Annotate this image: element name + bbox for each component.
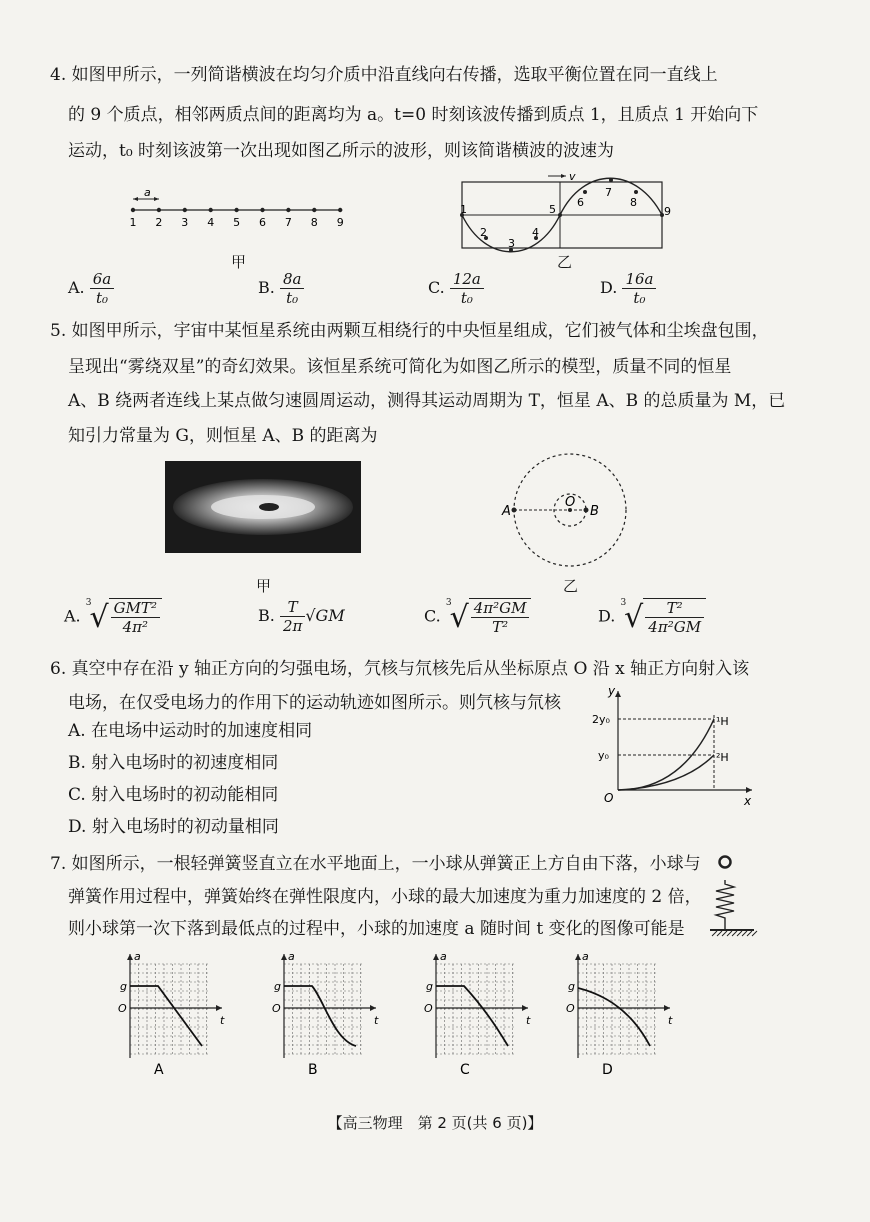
cube-root — [446, 598, 532, 636]
t-axis-label: t — [374, 1014, 379, 1027]
option-fraction — [450, 270, 484, 307]
wave-point-label-9: 9 — [664, 205, 671, 218]
x-axis-arrow — [746, 787, 752, 793]
q5-nebula-photo — [165, 461, 361, 553]
origin-label: O — [272, 1002, 281, 1015]
a-axis-arrow — [281, 954, 287, 960]
radicand — [469, 598, 532, 636]
origin-label: O — [424, 1002, 433, 1015]
cube-root — [86, 598, 162, 636]
q6-option-a: A. 在电场中运动时的加速度相同 — [68, 721, 313, 741]
at-graph-c — [424, 948, 564, 1078]
hatch-line — [727, 931, 732, 936]
t-axis-arrow — [522, 1005, 528, 1011]
option-key: C. — [424, 606, 446, 626]
q7-text-line2: 弹簧作用过程中，弹簧始终在弹性限度内，小球的最大加速度为重力加速度的 2 倍， — [68, 887, 702, 907]
hatch-line — [747, 931, 752, 936]
t-axis-label: t — [526, 1014, 531, 1027]
wave-point-5 — [558, 213, 562, 217]
option-fraction — [622, 270, 656, 307]
q4-figure-yi — [456, 168, 676, 258]
a-axis-label: a — [288, 950, 295, 963]
particle-label-1: 1 — [129, 216, 137, 229]
fraction-numerator: 4π²GM — [471, 599, 530, 618]
option-fraction — [645, 599, 704, 636]
particle-7 — [286, 208, 290, 212]
fraction-numerator: T² — [645, 599, 704, 618]
fraction-denominator: t₀ — [460, 289, 473, 307]
option-fraction — [90, 270, 115, 307]
at-graph-d — [566, 948, 706, 1078]
hatch-line — [752, 931, 757, 936]
option-fraction — [111, 599, 160, 636]
q6-option-d: D. 射入电场时的初动量相同 — [68, 817, 279, 837]
ball-icon — [720, 857, 731, 868]
q6-text-line1: 6. 真空中存在沿 y 轴正方向的匀强电场，氕核与氘核先后从坐标原点 O 沿 x 轴正方向射入该 — [50, 659, 750, 679]
label-y0: y₀ — [598, 749, 609, 762]
option-key: D. — [600, 278, 623, 297]
fraction-numerator: T — [280, 598, 305, 617]
wave-point-label-7: 7 — [605, 186, 612, 199]
hatch-line — [737, 931, 742, 936]
option-key: D. — [598, 606, 621, 626]
wave-point-6 — [583, 190, 587, 194]
particle-label-6: 6 — [259, 216, 266, 229]
cube-root — [620, 598, 706, 636]
particle-4 — [209, 208, 213, 212]
q6-trajectory-graph — [590, 685, 760, 810]
fraction-denominator: t₀ — [95, 289, 108, 307]
q4-option-a — [68, 270, 114, 307]
g-label: g — [120, 980, 127, 993]
particle-label-5: 5 — [233, 216, 241, 229]
label-O: O — [565, 495, 576, 510]
grid — [436, 964, 514, 1054]
graph-choice-label: D — [602, 1062, 613, 1078]
q6-option-b: B. 射入电场时的初速度相同 — [68, 753, 279, 773]
q5-text-line2: 呈现出“雾绕双星”的奇幻效果。该恒星系统可简化为如图乙所示的模型，质量不同的恒星 — [68, 357, 732, 377]
option-fraction — [280, 598, 305, 635]
wave-point-label-6: 6 — [577, 196, 584, 209]
fraction-numerator: 12a — [450, 270, 484, 289]
option-key: A. — [68, 278, 90, 297]
origin-label: O — [566, 1002, 575, 1015]
particle-label-2: 2 — [155, 216, 163, 229]
a-axis-arrow — [127, 954, 133, 960]
t-axis-label: t — [220, 1014, 225, 1027]
particle-2 — [157, 208, 161, 212]
velocity-label: v — [569, 170, 576, 183]
at-curve — [284, 986, 356, 1046]
particle-6 — [260, 208, 264, 212]
q5-option-a — [64, 598, 162, 636]
q6-option-c: C. 射入电场时的初动能相同 — [68, 785, 279, 805]
t-axis-label: t — [668, 1014, 673, 1027]
a-axis-label: a — [582, 950, 589, 963]
wave-point-label-5: 5 — [549, 203, 556, 216]
label-H2: ²H — [716, 751, 729, 764]
particle-points — [130, 208, 344, 229]
radicand — [643, 598, 706, 636]
particle-1 — [131, 208, 135, 212]
q5-fig-yi-label: 乙 — [563, 577, 579, 595]
radical-sign: √ — [449, 599, 469, 635]
at-graph-a — [118, 948, 258, 1078]
label-A: A — [502, 504, 511, 519]
particle-8 — [312, 208, 316, 212]
q4-fig-yi-label: 乙 — [557, 253, 573, 271]
root-index: 3 — [620, 598, 627, 608]
q5-fig-jia-label: 甲 — [256, 577, 272, 595]
option-key: C. — [428, 278, 450, 297]
fraction-denominator: t₀ — [286, 289, 299, 307]
q4-text-line2: 的 9 个质点，相邻两质点间的距离均为 a。t=0 时刻该波传播到质点 1，且质点 1 开始向下 — [68, 105, 759, 125]
graph-choice-label: A — [154, 1062, 164, 1078]
q4-option-c — [428, 270, 484, 307]
g-label: g — [568, 980, 575, 993]
particle-3 — [183, 208, 187, 212]
hatch-line — [732, 931, 737, 936]
fraction-denominator: T² — [492, 618, 509, 636]
q6-text-line2: 电场，在仅受电场力的作用下的运动轨迹如图所示。则氕核与氘核 — [68, 693, 561, 713]
g-label: g — [274, 980, 281, 993]
fraction-numerator: GMT² — [111, 599, 160, 618]
q4-figure-jia — [120, 185, 360, 235]
q7-text-line3: 则小球第一次下落到最低点的过程中，小球的加速度 a 随时间 t 变化的图像可能是 — [68, 919, 685, 939]
q5-option-c — [424, 598, 531, 636]
grid — [578, 964, 656, 1054]
velocity-arrow-head — [561, 174, 566, 178]
q4-option-d — [600, 270, 656, 307]
a-axis-arrow — [575, 954, 581, 960]
q7-spring-figure — [708, 852, 758, 944]
a-axis-label: a — [440, 950, 447, 963]
fraction-denominator: 4π² — [122, 618, 148, 636]
fraction-denominator: 2π — [282, 617, 303, 635]
radical-sign: √ — [624, 599, 644, 635]
t-axis-arrow — [664, 1005, 670, 1011]
wave-point-label-4: 4 — [532, 226, 539, 239]
y-axis-label: y — [608, 685, 616, 698]
radical-sign: √ — [89, 599, 109, 635]
particle-label-3: 3 — [181, 216, 189, 229]
option-tail: √GM — [305, 606, 345, 625]
t-axis-arrow — [216, 1005, 222, 1011]
spacing-label: a — [144, 186, 151, 199]
arrow-head-right — [154, 197, 159, 201]
graph-choice-label: C — [460, 1062, 470, 1078]
ground-hatch — [712, 931, 757, 936]
particle-label-8: 8 — [310, 216, 318, 229]
hatch-line — [717, 931, 722, 936]
star-A — [512, 508, 517, 513]
at-curve — [130, 986, 202, 1046]
label-H1: ¹H — [716, 715, 729, 728]
option-key: A. — [64, 606, 86, 626]
wave-point-7 — [609, 178, 613, 182]
at-graph-b — [272, 948, 412, 1078]
q4-text-line3: 运动，t₀ 时刻该波第一次出现如图乙所示的波形，则该简谐横波的波速为 — [68, 141, 615, 161]
q4-text-line1: 4. 如图甲所示，一列简谐横波在均匀介质中沿直线向右传播，选取平衡位置在同一直线上 — [50, 65, 718, 85]
q4-option-b — [258, 270, 304, 307]
root-index: 3 — [85, 598, 92, 608]
grid — [130, 964, 208, 1054]
particle-label-9: 9 — [336, 216, 344, 229]
at-curve — [436, 986, 508, 1046]
q5-option-d — [598, 598, 706, 636]
wave-point-label-2: 2 — [480, 226, 487, 239]
hatch-line — [742, 931, 747, 936]
a-axis-arrow — [433, 954, 439, 960]
wave-point-8 — [634, 190, 638, 194]
option-fraction — [471, 599, 530, 636]
wave-point-label-1: 1 — [460, 203, 467, 216]
fraction-denominator: t₀ — [633, 289, 646, 307]
particle-label-7: 7 — [284, 216, 292, 229]
binary-center — [259, 503, 279, 511]
page-footer: 【高三物理 第 2 页(共 6 页)】 — [327, 1114, 543, 1132]
at-curve — [578, 988, 650, 1046]
hatch-line — [712, 931, 717, 936]
option-key: B. — [258, 606, 280, 625]
wave-point-label-3: 3 — [508, 237, 515, 250]
spring-icon — [716, 880, 734, 924]
root-index: 3 — [445, 598, 452, 608]
origin-label: O — [604, 791, 614, 805]
trajectory-deuterium — [618, 755, 714, 790]
q5-option-b — [258, 598, 345, 635]
q5-text-line4: 知引力常量为 G，则恒星 A、B 的距离为 — [68, 426, 378, 446]
g-label: g — [426, 980, 433, 993]
arrow-head-left — [133, 197, 138, 201]
label-B: B — [590, 504, 599, 519]
q5-text-line3: A、B 绕两者连线上某点做匀速圆周运动，测得其运动周期为 T，恒星 A、B 的总质量为 M，已 — [68, 391, 786, 411]
t-axis-arrow — [370, 1005, 376, 1011]
label-2y0: 2y₀ — [592, 713, 610, 726]
a-axis-label: a — [134, 950, 141, 963]
origin-label: O — [118, 1002, 127, 1015]
grid — [284, 964, 362, 1054]
option-key: B. — [258, 278, 280, 297]
star-B — [584, 508, 589, 513]
particle-9 — [338, 208, 342, 212]
hatch-line — [722, 931, 727, 936]
particle-label-4: 4 — [207, 216, 215, 229]
radicand — [109, 598, 162, 636]
q5-text-line1: 5. 如图甲所示，宇宙中某恒星系统由两颗互相绕行的中央恒星组成，它们被气体和尘埃盘包围， — [50, 321, 769, 341]
option-fraction — [280, 270, 305, 307]
fraction-denominator: 4π²GM — [648, 618, 702, 636]
q5-orbit-diagram — [500, 448, 640, 578]
fraction-numerator: 8a — [280, 270, 305, 289]
q4-fig-jia-label: 甲 — [231, 253, 247, 271]
y-axis-arrow — [615, 691, 621, 697]
fraction-numerator: 6a — [90, 270, 115, 289]
particle-5 — [234, 208, 238, 212]
wave-point-label-8: 8 — [630, 196, 637, 209]
fraction-numerator: 16a — [622, 270, 656, 289]
x-axis-label: x — [744, 794, 752, 808]
graph-choice-label: B — [308, 1062, 318, 1078]
q7-text-line1: 7. 如图所示，一根轻弹簧竖直立在水平地面上，一小球从弹簧正上方自由下落，小球与 — [50, 854, 701, 874]
